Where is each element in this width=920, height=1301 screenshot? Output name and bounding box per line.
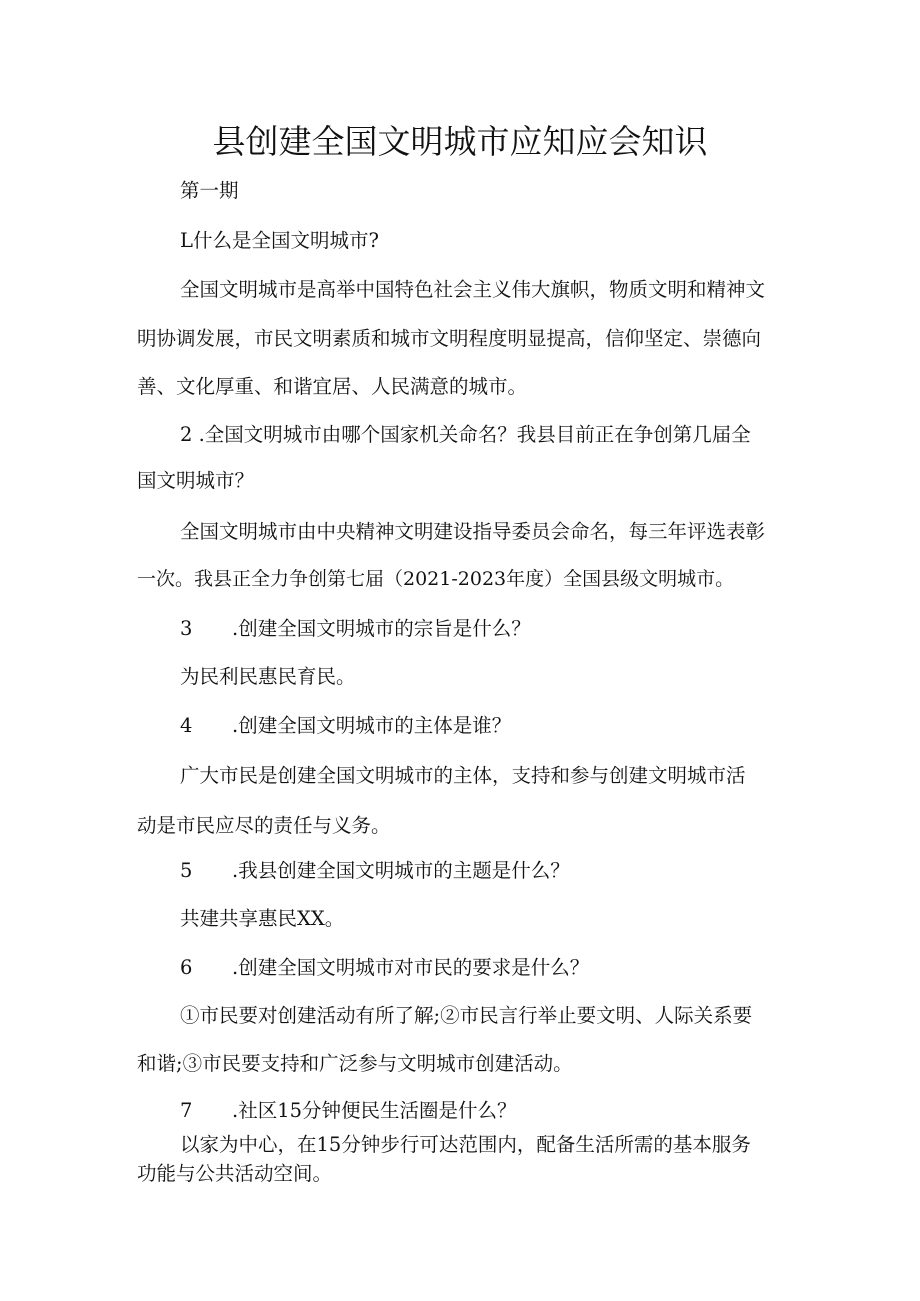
answer-5: 共建共享惠民XX。 <box>180 907 345 930</box>
question-1: L什么是全国文明城市? <box>180 229 379 252</box>
answer-7-line-1: 以家为中心，在15分钟步行可达范围内，配备生活所需的基本服务 <box>180 1133 751 1156</box>
question-3-number: 3 <box>180 617 193 640</box>
question-4 <box>180 716 511 736</box>
question-2-line-1: 2 .全国文明城市由哪个国家机关命名？我县目前正在争创第几届全 <box>180 423 751 446</box>
question-5-number: 5 <box>180 859 193 882</box>
issue-label: 第一期 <box>180 179 239 202</box>
question-2-line-2: 国文明城市？ <box>137 469 255 492</box>
question-6-number: 6 <box>180 956 193 979</box>
answer-2-line-2: 一次。我县正全力争创第七届（2021-2023年度）全国县级文明城市。 <box>137 568 735 590</box>
question-6 <box>180 958 589 978</box>
answer-1-line-3: 善、文化厚重、和谐宜居、人民满意的城市。 <box>137 375 528 398</box>
question-7-text: .社区15分钟便民生活圈是什么？ <box>232 1099 517 1122</box>
question-3 <box>180 619 531 639</box>
answer-6-line-1: ①市民要对创建活动有所了解;②市民言行举止要文明、人际关系要 <box>180 1004 753 1027</box>
answer-6-line-2: 和谐;③市民要支持和广泛参与文明城市创建活动。 <box>137 1052 573 1075</box>
answer-4-line-2: 动是市民应尽的责任与义务。 <box>137 814 391 837</box>
answer-1-line-2: 明协调发展，市民文明素质和城市文明程度明显提高，信仰坚定、崇德向 <box>137 327 762 350</box>
answer-2-line-1: 全国文明城市由中央精神文明建设指导委员会命名，每三年评选表彰 <box>180 520 766 543</box>
page-title: 县创建全国文明城市应知应会知识 <box>212 122 708 161</box>
question-5-text: .我县创建全国文明城市的主题是什么？ <box>232 859 570 882</box>
answer-4-line-1: 广大市民是创建全国文明城市的主体，支持和参与创建文明城市活 <box>180 764 746 787</box>
answer-3: 为民利民惠民育民。 <box>180 665 356 688</box>
question-3-text: .创建全国文明城市的宗旨是什么？ <box>232 617 531 640</box>
question-7 <box>180 1101 517 1121</box>
answer-7-line-2: 功能与公共活动空间。 <box>137 1162 333 1185</box>
answer-1-line-1: 全国文明城市是高举中国特色社会主义伟大旗帜，物质文明和精神文 <box>180 278 766 301</box>
question-4-number: 4 <box>180 714 193 737</box>
question-7-number: 7 <box>180 1099 193 1122</box>
question-5 <box>180 861 570 881</box>
question-4-text: .创建全国文明城市的主体是谁？ <box>232 714 512 737</box>
question-6-text: .创建全国文明城市对市民的要求是什么？ <box>232 956 590 979</box>
